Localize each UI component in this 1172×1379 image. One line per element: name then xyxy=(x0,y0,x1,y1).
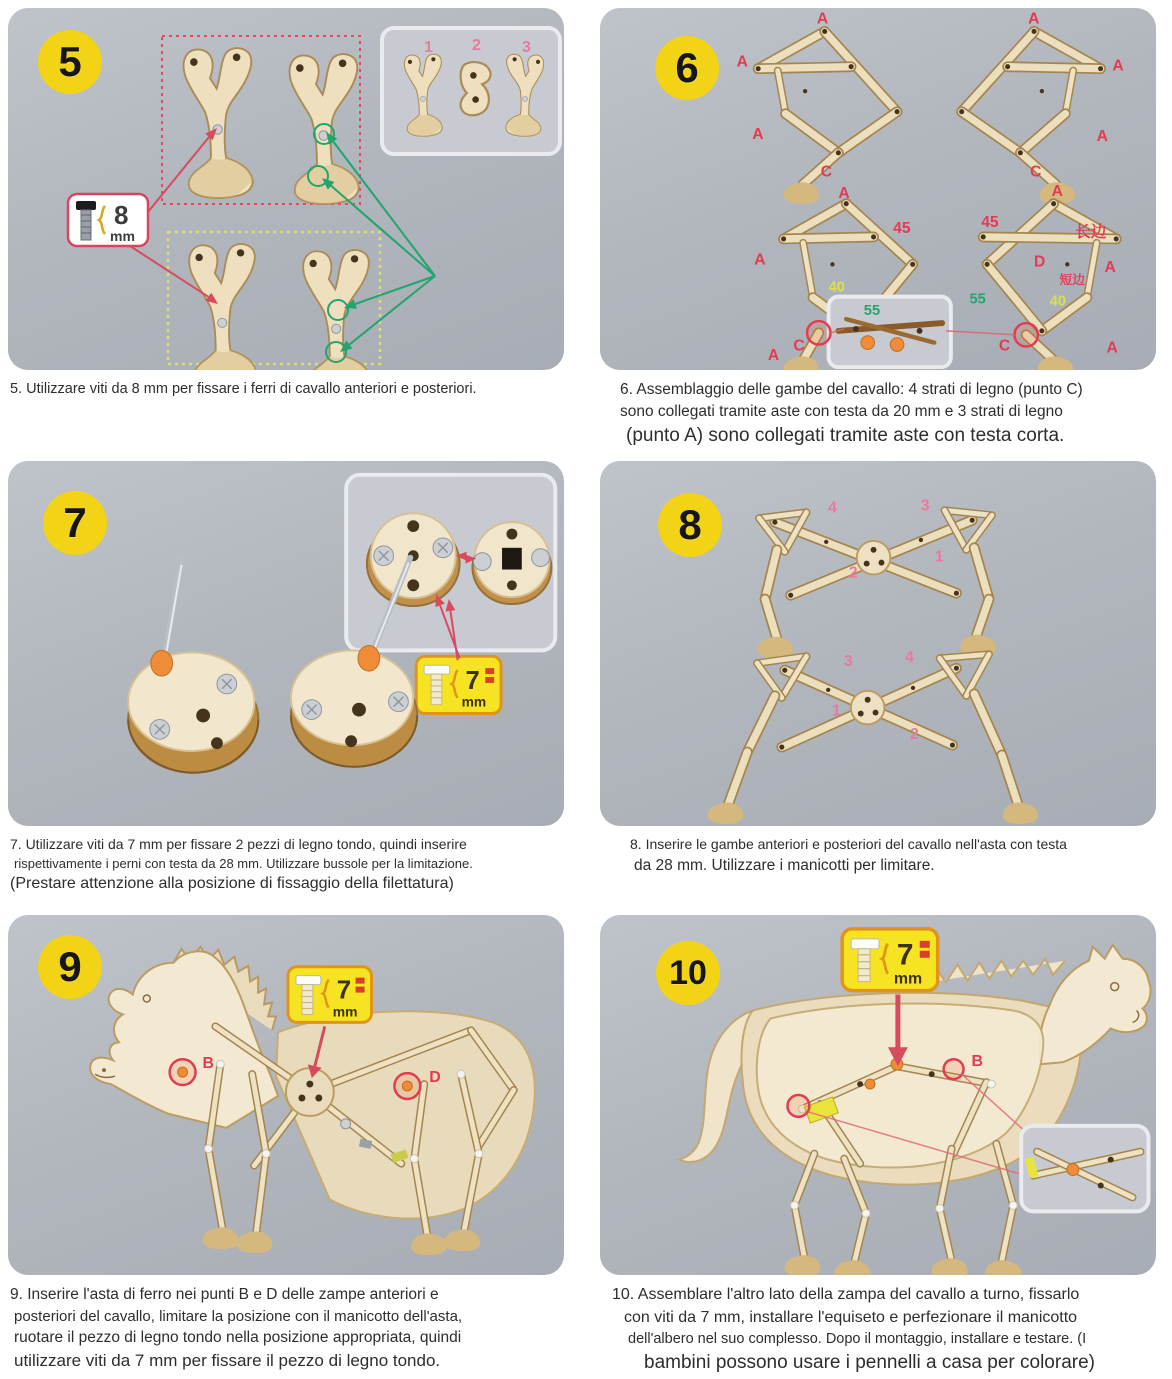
svg-text:45: 45 xyxy=(893,220,911,238)
step-number-badge: 8 xyxy=(658,493,722,557)
caption-line: bambini possono usare i pennelli a casa per colorare) xyxy=(644,1352,1095,1374)
svg-text:45: 45 xyxy=(981,214,999,232)
leg-piece xyxy=(303,250,370,370)
step-6-panel xyxy=(600,8,1156,370)
step-8-cell xyxy=(600,461,1156,915)
caption-line: rispettivamente i perni con testa da 28 mm. Utilizzare bussole per la limitazione. xyxy=(14,855,473,871)
svg-text:2: 2 xyxy=(848,564,858,582)
svg-text:55: 55 xyxy=(969,291,986,308)
step-10-cell xyxy=(600,915,1156,1379)
part-number: 1 xyxy=(424,39,433,56)
caption-line: 10. Assemblare l'altro lato della zampa del cavallo a turno, fissarlo xyxy=(612,1286,1080,1303)
svg-text:C: C xyxy=(820,163,833,181)
step-5-caption xyxy=(8,370,564,461)
screw-size-unit: mm xyxy=(893,970,923,988)
rod-detail-inset xyxy=(829,297,951,367)
svg-text:1: 1 xyxy=(934,548,944,566)
caption-line: dell'albero nel suo complesso. Dopo il montaggio, installare e testare. (I xyxy=(628,1331,1087,1348)
step-7-cell xyxy=(8,461,564,915)
red-mark xyxy=(920,941,930,948)
red-mark xyxy=(485,668,494,674)
caption-line: (punto A) sono collegati tramite aste con testa corta. xyxy=(626,425,1065,446)
caption-line: da 28 mm. Utilizzare i manicotti per limitare. xyxy=(634,856,935,874)
red-mark xyxy=(356,987,365,993)
horse-head-neck xyxy=(90,947,278,1128)
svg-text:A: A xyxy=(752,126,764,144)
caption-line: 9. Inserire l'asta di ferro nei punti B e D delle zampe anteriori e xyxy=(10,1286,439,1303)
caption-line: 6. Assemblaggio delle gambe del cavallo: 4 strati di legno (punto C) xyxy=(620,381,1083,398)
step-number-badge: 6 xyxy=(655,36,719,100)
svg-text:40: 40 xyxy=(1049,293,1067,310)
caption-line: con viti da 7 mm, installare l'equiseto e perfezionare il manicotto xyxy=(624,1308,1078,1326)
screw-size-label-7mm xyxy=(416,656,501,713)
screw-size-value: 8 xyxy=(114,200,129,230)
parts-inset xyxy=(382,28,560,154)
step-7-panel xyxy=(8,461,564,826)
step-number-badge: 9 xyxy=(38,935,102,999)
svg-text:C: C xyxy=(998,337,1011,355)
part-number: 3 xyxy=(522,39,531,56)
svg-text:A: A xyxy=(1028,10,1040,28)
svg-text:A: A xyxy=(816,10,829,28)
nostril xyxy=(102,1068,106,1072)
svg-text:55: 55 xyxy=(863,303,881,320)
svg-text:4: 4 xyxy=(828,499,837,517)
screw-size-value: 7 xyxy=(336,976,352,1005)
screw-size-value: 7 xyxy=(896,938,914,972)
red-mark xyxy=(920,951,930,958)
svg-text:长边: 长边 xyxy=(1075,223,1107,241)
svg-text:2: 2 xyxy=(910,726,919,744)
screw-size-unit: mm xyxy=(110,228,135,244)
svg-text:4: 4 xyxy=(905,649,914,667)
step-9-panel xyxy=(8,915,564,1275)
svg-text:D: D xyxy=(429,1069,441,1087)
step-number-badge: 10 xyxy=(656,941,720,1005)
caption-line: sono collegati tramite aste con testa da 20 mm e 3 strati di legno xyxy=(620,403,1063,420)
step-5-panel xyxy=(8,8,564,370)
screw-size-unit: mm xyxy=(332,1003,358,1020)
caption-line: posteriori del cavallo, limitare la posizione con il manicotto dell'asta, xyxy=(14,1308,463,1325)
svg-text:A: A xyxy=(767,347,780,365)
red-mark xyxy=(356,978,365,984)
step-8-panel xyxy=(600,461,1156,826)
svg-text:A: A xyxy=(736,53,748,71)
svg-text:B: B xyxy=(202,1055,214,1073)
crossed-legs-assembly xyxy=(757,510,996,658)
red-mark xyxy=(485,677,494,683)
svg-text:短边: 短边 xyxy=(1059,271,1085,287)
svg-text:C: C xyxy=(793,337,805,355)
svg-text:C: C xyxy=(1030,163,1042,181)
screw-size-label-8mm xyxy=(68,194,148,246)
svg-text:A: A xyxy=(838,184,850,202)
leg-piece xyxy=(189,244,256,370)
step-5-cell xyxy=(8,8,564,461)
screw-size-label-7mm xyxy=(842,929,937,991)
caption-line: 8. Inserire le gambe anteriori e posteriori del cavallo nell'asta con testa xyxy=(630,836,1067,852)
disc-faces-inset xyxy=(346,475,555,651)
leg-joint-inset xyxy=(1021,1126,1148,1212)
callout-line xyxy=(946,331,1014,335)
step-6-cell xyxy=(600,8,1156,461)
svg-text:A: A xyxy=(754,251,766,269)
step-8-caption xyxy=(600,826,1156,915)
svg-text:40: 40 xyxy=(828,279,845,296)
caption-line: ruotare il pezzo di legno tondo nella posizione appropriata, quindi xyxy=(14,1329,462,1347)
screw-size-unit: mm xyxy=(461,693,487,710)
svg-text:3: 3 xyxy=(920,497,930,515)
caption-line: utilizzare viti da 7 mm per fissare il pezzo di legno tondo. xyxy=(14,1351,441,1371)
step-9-caption xyxy=(8,1275,564,1379)
svg-text:A: A xyxy=(1096,128,1108,146)
step-number-badge: 5 xyxy=(38,30,102,94)
svg-text:3: 3 xyxy=(843,653,853,671)
step-10-panel xyxy=(600,915,1156,1275)
svg-text:D: D xyxy=(1034,253,1046,271)
crossed-legs-assembly xyxy=(708,654,1038,824)
svg-text:A: A xyxy=(1106,339,1118,357)
caption-line: 5. Utilizzare viti da 8 mm per fissare i ferri di cavallo anteriori e posteriori. xyxy=(10,381,477,397)
svg-text:A: A xyxy=(1112,57,1124,75)
svg-text:A: A xyxy=(1051,182,1063,200)
screw-size-label-7mm xyxy=(288,967,372,1023)
step-number-badge: 7 xyxy=(43,491,107,555)
round-wood-disc xyxy=(128,560,258,773)
svg-text:B: B xyxy=(971,1053,983,1071)
part-number: 2 xyxy=(472,37,481,54)
screw-size-value: 7 xyxy=(465,666,480,695)
svg-text:1: 1 xyxy=(832,702,841,720)
step-6-caption xyxy=(600,370,1156,461)
leg-piece xyxy=(184,48,253,198)
point-c-circle xyxy=(807,321,830,344)
step-9-cell xyxy=(8,915,564,1379)
step-7-caption xyxy=(8,826,564,915)
point-c-circle xyxy=(1014,323,1037,346)
step-10-caption xyxy=(600,1275,1156,1379)
caption-line: (Prestare attenzione alla posizione di fissaggio della filettatura) xyxy=(10,875,454,893)
svg-text:A: A xyxy=(1104,259,1116,277)
caption-line: 7. Utilizzare viti da 7 mm per fissare 2 pezzi di legno tondo, quindi inserire xyxy=(10,836,467,852)
